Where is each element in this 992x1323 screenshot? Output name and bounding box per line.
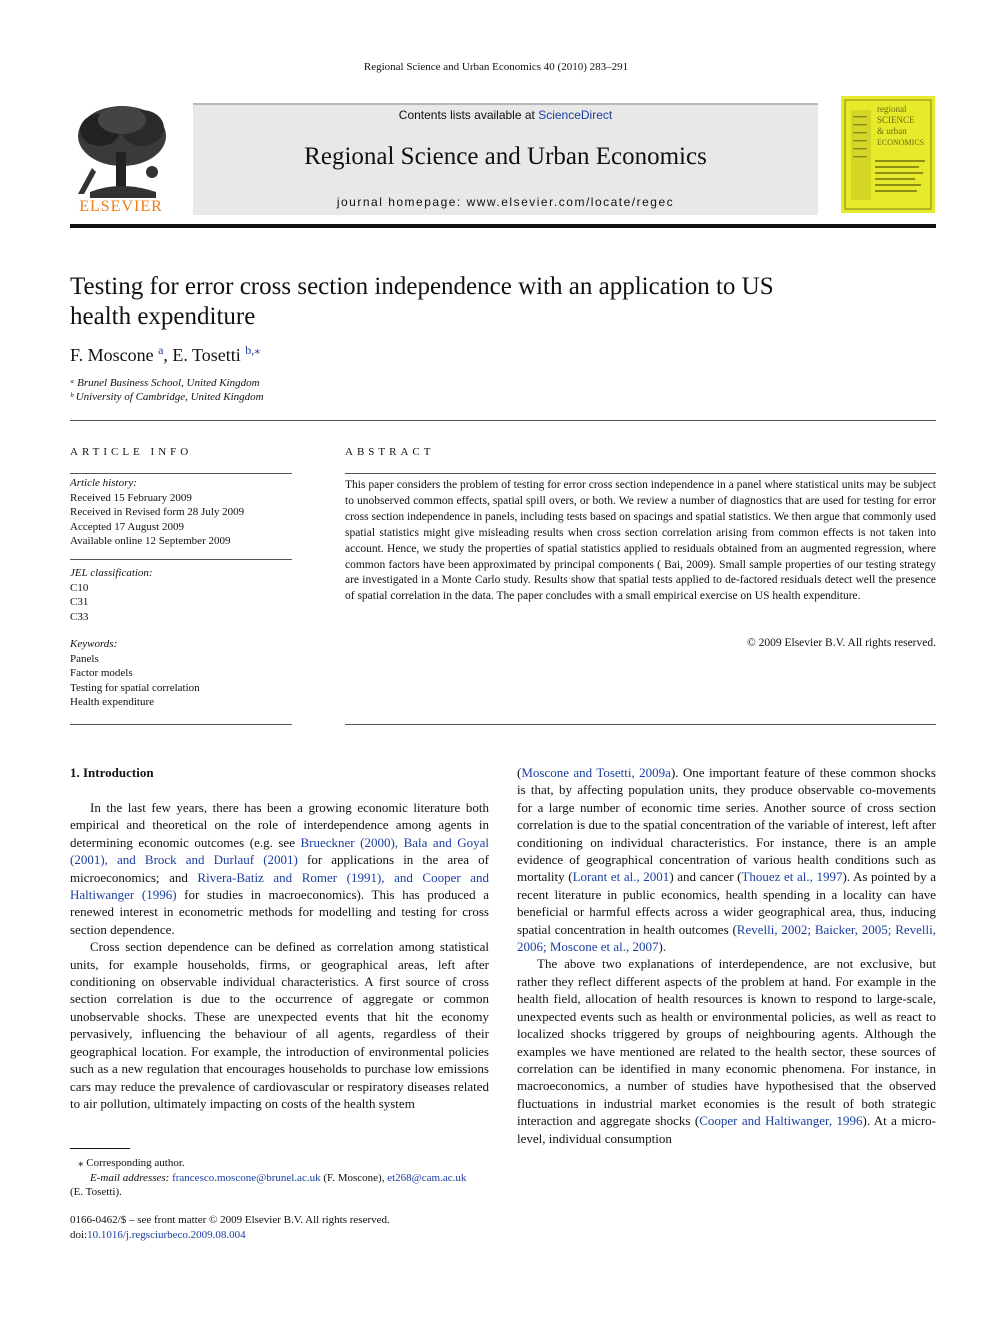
text-run: ). At a micro-level, individual consumption	[517, 1113, 936, 1146]
paragraph	[70, 799, 489, 938]
affiliation-marker[interactable]: b,⁎	[245, 343, 261, 357]
jel-code: C33	[70, 610, 89, 623]
author-name: F. Moscone	[70, 345, 154, 365]
email-label: E-mail addresses:	[90, 1171, 173, 1184]
citation-link[interactable]: Moscone and Tosetti, 2009a	[521, 765, 671, 780]
author-separator: ,	[163, 345, 173, 365]
journal-cover-icon	[841, 96, 935, 213]
paragraph	[517, 764, 936, 955]
affiliation-a: ᵃ Brunel Business School, United Kingdom	[70, 377, 260, 389]
divider	[345, 724, 936, 725]
header-rule	[70, 224, 936, 228]
text-run: ). As pointed by a recent literature in public economics, health spending in a locality can have beneficial or harmful effects across a wider geographical area, thus, inducing spatial concentration in health outcomes (	[517, 869, 936, 937]
article-history	[70, 476, 292, 549]
cover-line-1: regional	[877, 104, 907, 114]
cover-line-2: SCIENCE	[877, 115, 915, 125]
text-run: ) and cancer (	[669, 869, 742, 885]
jel-label: JEL classification:	[70, 567, 153, 579]
abstract-heading: ABSTRACT	[345, 446, 435, 458]
jel-code: C10	[70, 581, 89, 594]
text-run: for studies in macroeconomics). This has produced a renewed interest in econometric methods for modelling and testing for cross section dependence.	[70, 887, 489, 937]
section-heading-introduction: 1. Introduction	[70, 765, 154, 780]
elsevier-logo	[70, 102, 172, 214]
cover-line-4: ECONOMICS	[877, 138, 925, 147]
paragraph: Cross section dependence can be defined as correlation among statistical units, for example households, firms, or geographical areas, left after conditioning on observable individual characteristics. A first source of cross section correlation is due to the occurrence of aggregate or common unobservable shocks. These are unexpected events that hit the economy pervasively, influencing the behaviour of all agents, regardless of their geographical location. For example, the introduction of environmental policies such as a new regulation that encourages households to purchase low emissions cars may reduce the prevalence of cardiovascular or respiratory diseases related to air pollution, ultimately impacting on costs of the health system	[70, 939, 489, 1111]
divider	[70, 559, 292, 560]
affiliation-b: ᵇ University of Cambridge, United Kingdom	[70, 391, 264, 403]
text-run: ). One important feature of these common shocks is that, by affecting population units, they produce observable co-movements for a large number of economic time series. Another source of cross section correlation is due to the spatial concentration of the variable of interest, left after conditioning on individual characteristics. For instance, there is an ample evidence of geographical concentration of various health conditions such as mortality (	[517, 765, 936, 885]
contents-prefix: Contents lists available at	[398, 108, 539, 122]
divider	[345, 473, 936, 474]
keywords-label: Keywords:	[70, 638, 118, 650]
author-name: E. Tosetti	[172, 345, 241, 365]
doi-label: doi:	[70, 1228, 88, 1241]
paragraph	[517, 955, 936, 1146]
affiliation-marker[interactable]: a	[158, 343, 164, 357]
citation-link[interactable]: Rivera-Batiz and Romer (1991), and Cooper and Haltiwanger (1996)	[70, 869, 489, 903]
keyword: Testing for spatial correlation	[70, 681, 200, 694]
abstract-text: This paper considers the problem of testing for error cross section independence in a panel where statistical units may be subject to unobserved common effects, spatial spill overs, or both. We review a number of diagnostics that are used for testing for error cross section independence in panels, including tests based on spacings and spatial statistics. We then argue that commonly used spatial statistics might give misleading results when cross section correlation arising from common effects is not taken into account. Hence, we study the properties of spatial statistics applied to residuals obtained from an augmented regression, where common factors have been approximated by principal components ( Bai, 2009). Small sample properties of our testing strategy are investigated in a Monte Carlo study. Results show that spatial tests applied to de-factored residuals detect well the presence of spatial correlation in the data. The paper concludes with a small empirical exercise on US health expenditure.	[345, 479, 936, 603]
text-run: The above two explanations of interdependence, are not exclusive, but rather they reflect different aspects of the problem at hand. For example in the health field, allocation of health resources is known to respond to large-scale, unexpected events such as health or environmental policies, as well as react to localized shocks triggered by groups of neighbouring agents. Although the examples we have mentioned are related to the health sector, these sources of correlation can be identified in many economic phenomena. For instance, in macroeconomics, a number of studies have hypothesised that the observed fluctuations in industrial market economies is the result of both strategic interaction and aggregate shocks (	[517, 956, 936, 1129]
jel-code: C31	[70, 596, 89, 608]
front-matter	[70, 1213, 490, 1242]
author-list	[70, 343, 260, 366]
contents-line	[193, 108, 818, 122]
sciencedirect-link[interactable]: ScienceDirect	[538, 108, 613, 122]
email-link[interactable]: francesco.moscone@brunel.ac.uk	[172, 1171, 321, 1184]
history-label: Article history:	[70, 477, 137, 489]
tree-logo-icon	[70, 102, 172, 198]
text-run: for applications in the area of microeconomics; and	[70, 852, 489, 885]
email-owner: (F. Moscone),	[320, 1171, 388, 1184]
journal-banner	[193, 103, 818, 215]
history-item: Accepted 17 August 2009	[70, 520, 184, 533]
citation-link[interactable]: Cooper and Haltiwanger, 1996	[699, 1113, 863, 1129]
publisher-wordmark: ELSEVIER	[79, 198, 163, 215]
keyword: Factor models	[70, 667, 133, 679]
doi-link[interactable]: 10.1016/j.regsciurbeco.2009.08.004	[87, 1228, 246, 1241]
history-item: Received in Revised form 28 July 2009	[70, 506, 245, 518]
article-title: Testing for error cross section independence with an application to US health expenditure	[70, 273, 774, 330]
jel-classification	[70, 566, 292, 624]
footnote	[70, 1156, 490, 1200]
divider	[70, 724, 292, 725]
citation-link[interactable]: Brueckner (2000), Bala and Goyal (2001), and Brock and Durlauf (2001)	[70, 834, 489, 868]
article-info-heading: ARTICLE INFO	[70, 446, 193, 458]
email-owner: (E. Tosetti).	[70, 1186, 122, 1198]
citation-link[interactable]: Lorant et al., 2001	[572, 869, 670, 885]
divider	[70, 473, 292, 474]
text-run: In the last few years, there has been a growing economic literature both empirical and theoretical on the role of interdependence among agents in determining economic outcomes (e.g. see	[70, 800, 489, 850]
keyword: Panels	[70, 652, 99, 665]
journal-citation: Regional Science and Urban Economics 40 (2010) 283–291	[363, 61, 629, 73]
journal-title: Regional Science and Urban Economics	[304, 143, 707, 170]
text-run: ).	[658, 939, 667, 955]
history-item: Received 15 February 2009	[70, 491, 192, 504]
keywords	[70, 637, 292, 710]
abstract-copyright: © 2009 Elsevier B.V. All rights reserved.	[747, 637, 936, 649]
issn-line: 0166-0462/$ – see front matter © 2009 Elsevier B.V. All rights reserved.	[70, 1214, 390, 1226]
journal-homepage: journal homepage: www.elsevier.com/locate/regec	[336, 195, 675, 209]
cover-line-3: & urban	[877, 126, 907, 136]
journal-cover-thumbnail	[841, 96, 935, 213]
right-column	[517, 764, 936, 1147]
citation-link[interactable]: Thouez et al., 1997	[741, 869, 843, 885]
corresponding-author: ⁎ Corresponding author.	[78, 1157, 185, 1169]
keyword: Health expenditure	[70, 696, 154, 708]
section-rule	[70, 420, 936, 421]
citation-link[interactable]: Revelli, 2002; Baicker, 2005; Revelli, 2006; Moscone et al., 2007	[517, 921, 936, 955]
footnote-rule	[70, 1148, 130, 1149]
text-run: (	[517, 765, 522, 780]
history-item: Available online 12 September 2009	[70, 535, 231, 547]
left-column	[70, 799, 489, 1112]
email-link[interactable]: et268@cam.ac.uk	[387, 1171, 467, 1184]
